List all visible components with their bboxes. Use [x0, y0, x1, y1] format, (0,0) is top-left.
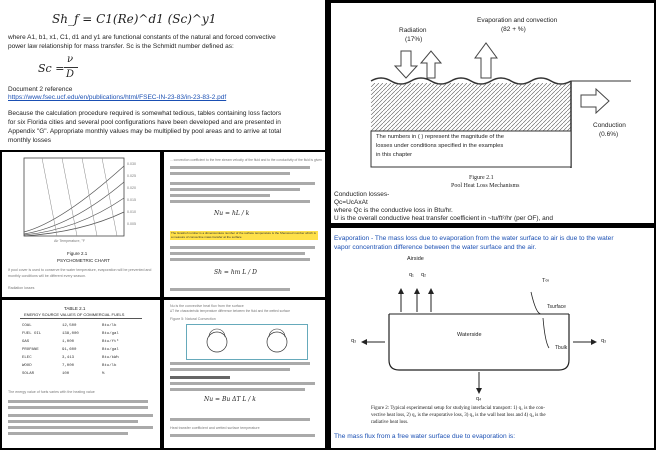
conduction-percent: (0.6%): [599, 131, 619, 138]
chart-text-1: If pool cover is used to conserve the water temperature, evaporation will be prevented and: [8, 268, 152, 272]
radiation-arrow-up: [421, 51, 441, 78]
chart-figure-label: Figure 2.1: [67, 251, 88, 256]
conduction-arrow: [581, 89, 609, 113]
para-line-2: for six Florida cities and several pool configurations have been developed and are presented in: [8, 119, 281, 126]
panel-natural-convection: [164, 300, 325, 448]
pool-water: [371, 83, 571, 133]
conduction-line-2: U is the overall conductive heat transfer coefficient in ~tu/ft²/hr (per OF), and: [334, 215, 553, 222]
table-cell: GAS: [22, 340, 30, 344]
figure-label: Figure 2.1: [469, 175, 494, 181]
nc-sub: ΔT the characteristic temperature difference between the fluid and the wetted surface: [170, 309, 291, 313]
note-line-2: losses under conditions specified in the examples: [376, 143, 504, 149]
highlight-text: The Grashof number is a dimensionless number of the surface temperature is the Sherwood number which is a measure of convective mass transfer at the surface: [171, 232, 316, 239]
panel-psychrometric-chart: [2, 152, 160, 297]
table-row: [22, 370, 142, 378]
table-row: [22, 322, 142, 330]
para-line-1: Because the calculation procedure required is somewhat tedious, tables containing loss factors: [8, 110, 282, 117]
water-container: [389, 314, 569, 370]
panel-convection-text: [0, 0, 325, 150]
reference-link[interactable]: https://www.fsec.ucf.edu/en/publications/html/FSEC-IN-23-83/in-23-83-2.pdf: [8, 94, 227, 101]
convection-figure: [186, 324, 308, 360]
nc-formula: Nu = Bu ΔT L / k: [204, 396, 256, 403]
t-surface-label: Tsurface: [547, 304, 566, 310]
table-rule: [20, 318, 142, 319]
evaporation-percent: (82 + %): [501, 26, 526, 33]
conduction-label: Conduction: [593, 122, 626, 129]
sherwood-formula: Sh = hm L / D: [214, 269, 257, 276]
constants-text-1: where A1, b1, x1, C1, d1 and y1 are functional constants of the natural and forced convective: [8, 34, 276, 41]
ytick-2: 0.025: [127, 174, 136, 178]
conduction-formula: Qc=UcAxAt: [334, 199, 368, 206]
radiation-label: Radiation: [399, 27, 427, 34]
schmidt-lhs: Sc =: [38, 62, 65, 75]
table-row: [22, 354, 142, 362]
table-footnote: The energy value of fuels varies with the heating value: [8, 390, 95, 394]
x-axis-label: Air Temperature, °F: [54, 239, 86, 243]
table-cell: 138,000: [62, 332, 79, 336]
table-cell: 1,000: [62, 340, 75, 344]
chart-text-2: monthly conditions will be different every season.: [8, 274, 87, 278]
ytick-6: 0.005: [127, 222, 136, 226]
ytick-3: 0.020: [127, 186, 136, 190]
table-cell: PROPANE: [22, 348, 39, 352]
chart-figure-title: PSYCHOMETRIC CHART: [57, 258, 110, 263]
q4-label: q₄: [476, 396, 482, 402]
table-cell: SOLAR: [22, 372, 35, 376]
evap-heading-1: Evaporation - The mass loss due to evaporation from the water surface to air is due to the water: [334, 235, 614, 242]
q2-label: q₂: [421, 272, 427, 278]
nusselt-formula: Nu = hL / k: [214, 210, 250, 217]
table-title: TABLE 2.1: [64, 306, 86, 311]
radiation-arrow: [395, 51, 417, 78]
table-cell: 7,000: [62, 364, 75, 368]
table-cell: Btu/kWh: [102, 356, 119, 360]
panel-fuel-table: [2, 300, 160, 448]
note-line-1: The numbers in ( ) represent the magnitude of the: [376, 134, 504, 140]
para-line-3: Appendix "G". Appropriate monthly values may be multiplied by pool areas and to arrive at total: [8, 128, 282, 135]
t-bulk-label: Tbulk: [555, 345, 568, 351]
panel-nusselt-doc: [164, 152, 325, 297]
nc-fig-caption: Figure 5: Natural Convection: [170, 317, 216, 321]
panel-heat-loss-mechanisms: [331, 3, 654, 223]
sherwood-equation: Sh_f = C1(Re)^d1 (Sc)^y1: [52, 12, 217, 26]
table-row: [22, 362, 142, 370]
table-row: [22, 330, 142, 338]
ytick-5: 0.010: [127, 210, 136, 214]
table-cell: WOOD: [22, 364, 32, 368]
schmidt-numerator: ν: [67, 54, 74, 65]
table-cell: FUEL OIL: [22, 332, 42, 336]
chart-footer: Radiation losses: [8, 286, 35, 290]
table-caption: ENERGY SOURCE VALUES OF COMMERCIAL FUELS: [24, 312, 125, 317]
nc-footer: Heat transfer coefficient and wetted surface temperature: [170, 426, 260, 430]
nc-top: Nu is the convective heat flux from the surface: [170, 304, 244, 308]
evap-heading-2: vapor concentration difference between the water surface and the air.: [334, 244, 537, 251]
psychrometric-plot: [2, 152, 160, 247]
fuel-table: [22, 322, 142, 378]
mass-flux-text: The mass flux from a free water surface due to evaporation is:: [334, 433, 516, 440]
table-cell: ELEC: [22, 356, 32, 360]
constants-text-2: power law relationship for mass transfer. Sc is the Schmidt number defined as:: [8, 43, 234, 50]
table-cell: 12,500: [62, 324, 77, 328]
fraction-line: [64, 67, 78, 68]
t-infinity-label: T∞: [542, 278, 550, 284]
figure-title: Pool Heat Loss Mechanisms: [451, 183, 520, 189]
figure-caption-1: Figure 2: Typical experimental setup for studying interfacial transport: 1) q₁ is the con-: [371, 406, 545, 411]
table-cell: Btu/gal: [102, 332, 119, 336]
doc-top-text: ... convection coefficient to the free stream velocity of the fluid and to the conductivity of the fluid is given: [170, 158, 322, 162]
table-cell: 3,413: [62, 356, 75, 360]
para-line-4: monthly losses: [8, 137, 51, 144]
reference-label: Document 2 reference: [8, 86, 73, 93]
q3-right-label: q₃: [601, 338, 607, 344]
table-cell: COAL: [22, 324, 32, 328]
schmidt-denominator: D: [66, 69, 75, 80]
table-cell: 91,600: [62, 348, 77, 352]
evaporation-arrow: [475, 43, 497, 78]
panel-evaporation: [331, 228, 654, 448]
table-cell: Btu/lb: [102, 324, 117, 328]
table-cell: 100: [62, 372, 70, 376]
q3-left-label: q₃: [351, 338, 357, 344]
figure-caption-2: vective heat loss, 2) q₂ is the evaporative loss, 3) q₃ is the wall heat loss and 4) q₄ is the: [371, 413, 546, 418]
ytick-4: 0.015: [127, 198, 136, 202]
figure-caption-3: radiative heat loss.: [371, 420, 409, 425]
table-row: [22, 346, 142, 354]
airside-label: Airside: [407, 256, 424, 262]
interfacial-transport-diagram: [331, 252, 654, 402]
evaporation-label: Evaporation and convection: [477, 17, 558, 24]
table-cell: Btu/ft³: [102, 340, 119, 344]
table-cell: Btu/lb: [102, 364, 117, 368]
radiation-percent: (17%): [405, 36, 423, 43]
conduction-heading: Conduction losses-: [334, 191, 390, 198]
table-row: [22, 338, 142, 346]
note-line-3: in this chapter: [376, 152, 413, 158]
table-cell: Btu/gal: [102, 348, 119, 352]
conduction-line-1: where Qc is the conductive loss in Btu/hr.: [334, 207, 453, 214]
waterside-label: Waterside: [457, 332, 482, 338]
table-cell: %: [102, 372, 105, 376]
q1-label: q₁: [409, 272, 414, 278]
ytick-1: 0.030: [127, 162, 136, 166]
